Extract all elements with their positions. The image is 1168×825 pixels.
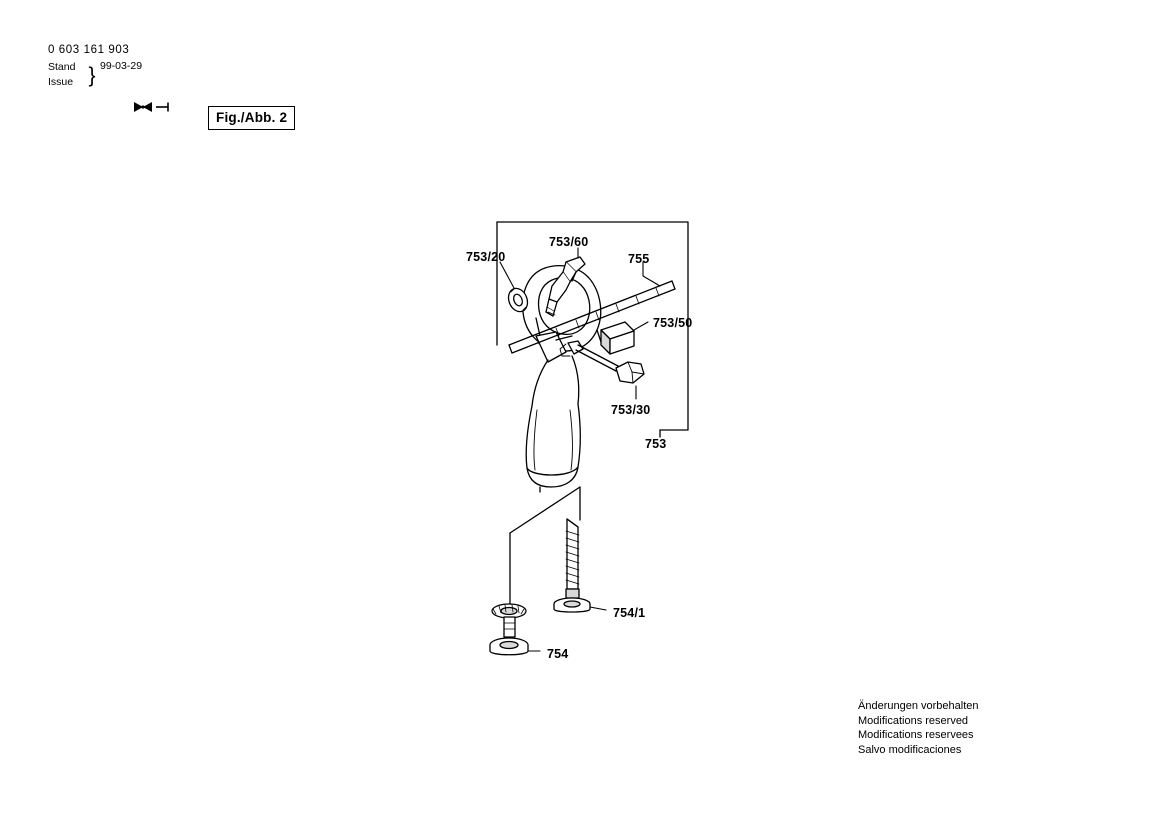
disclaimer-line-de: Änderungen vorbehalten	[858, 700, 979, 712]
title-block	[48, 44, 388, 125]
disclaimer-block	[858, 699, 1138, 757]
callout-753-60: 753/60	[549, 235, 589, 249]
callout-753: 753	[645, 437, 667, 451]
callout-754-1: 754/1	[613, 606, 646, 620]
issue-label: Issue	[48, 76, 74, 88]
stand-label: Stand	[48, 61, 76, 73]
lower-bracket	[510, 487, 580, 618]
callout-753-30: 753/30	[611, 403, 651, 417]
brace-glyph: }	[88, 64, 96, 87]
issue-row	[48, 75, 178, 90]
callout-753-20: 753/20	[466, 250, 506, 264]
part-754-1-screw	[554, 519, 590, 612]
callout-754: 754	[547, 647, 569, 661]
disclaimer-line-es: Salvo modificaciones	[858, 743, 962, 756]
date-value: 99-03-29	[100, 60, 143, 72]
leader-lines	[500, 248, 660, 651]
auxiliary-handle	[523, 266, 601, 487]
bowtie-icon	[132, 100, 172, 114]
figure-badge: Fig./Abb. 2	[208, 106, 295, 130]
part-753-50-block	[601, 322, 634, 354]
depth-stop-rod-755	[509, 281, 675, 353]
disclaimer-line-en: Modifications reserved	[858, 714, 969, 727]
part-753-20-ring	[505, 286, 531, 315]
part-number: 0 603 161 903	[48, 44, 130, 56]
part-753-60-wing-screw	[546, 257, 585, 316]
callout-753-50: 753/50	[653, 316, 693, 330]
disclaimer-line-fr: Modifications reservees	[858, 729, 974, 741]
callout-755: 755	[628, 252, 650, 266]
part-754-washer	[490, 604, 528, 655]
part-753-30-wing-screw	[560, 341, 644, 383]
